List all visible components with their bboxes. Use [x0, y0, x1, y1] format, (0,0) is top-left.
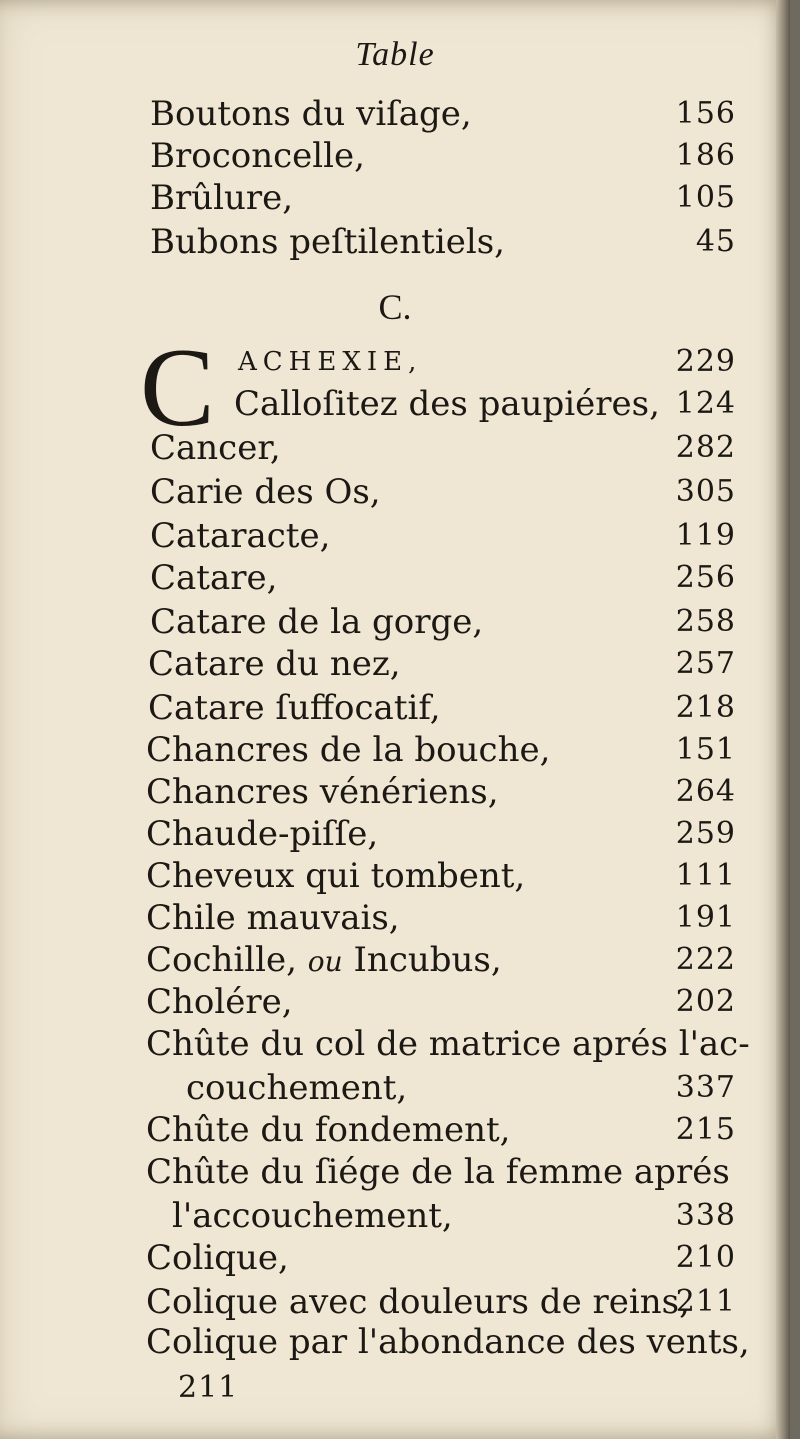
index-entry — [0, 1238, 790, 1278]
entry-page: 45 — [695, 224, 736, 259]
index-entry-continuation — [0, 1196, 790, 1236]
entry-term: Carie des Os, — [150, 472, 381, 512]
index-entry — [0, 472, 790, 512]
entry-term: Chûte du col de matrice aprés l'ac- — [146, 1024, 750, 1064]
entry-page: 257 — [675, 646, 736, 681]
entry-page: 124 — [675, 386, 736, 421]
entry-term: Colique par l'abondance des vents, — [146, 1322, 750, 1362]
index-entry — [0, 1322, 790, 1362]
entry-term: Colique, — [146, 1238, 289, 1278]
entry-term: Chûte du fondement, — [146, 1110, 511, 1150]
entry-term-continuation: couchement, — [186, 1068, 408, 1108]
entry-page: 151 — [675, 732, 736, 767]
entry-page: 111 — [675, 858, 736, 893]
drop-cap: C — [140, 326, 215, 450]
index-entry — [0, 644, 790, 684]
entry-term: Chile mauvais, — [146, 898, 400, 938]
entry-term-conjunction: ou — [307, 945, 343, 978]
entry-term: Chaude-piſſe, — [146, 814, 379, 854]
entry-term: Catare du nez, — [148, 644, 401, 684]
page-header: Table — [355, 36, 435, 73]
entry-term-continuation: l'accouchement, — [172, 1196, 453, 1236]
index-entry-continuation — [0, 1068, 790, 1108]
entry-term: Boutons du viſage, — [150, 94, 472, 134]
entry-term: Catare de la gorge, — [150, 602, 484, 642]
index-entry — [0, 428, 790, 468]
entry-page: 105 — [675, 180, 736, 215]
entry-page: 191 — [675, 900, 736, 935]
entry-term: Cancer, — [150, 428, 281, 468]
entry-page: 211 — [675, 1284, 736, 1319]
index-entry — [0, 342, 790, 382]
index-entry — [0, 384, 790, 424]
entry-page: 156 — [675, 96, 736, 131]
entry-page: 338 — [675, 1198, 736, 1233]
entry-term: Chancres de la bouche, — [146, 730, 551, 770]
index-entry — [0, 558, 790, 598]
index-entry — [0, 982, 790, 1022]
entry-term: Cheveux qui tombent, — [146, 856, 526, 896]
entry-term — [146, 940, 502, 982]
entry-term: Colique avec douleurs de reins, — [146, 1282, 690, 1322]
section-heading: C. — [378, 287, 412, 327]
entry-page: 264 — [675, 774, 736, 809]
entry-term: Cataracte, — [150, 516, 331, 556]
entry-term: Broconcelle, — [150, 136, 365, 176]
entry-page: 202 — [675, 984, 736, 1019]
index-entry — [0, 178, 790, 218]
entry-term: ACHEXIE, — [238, 347, 423, 377]
entry-term: Chûte du ſiége de la femme aprés — [146, 1152, 730, 1192]
entry-page: 305 — [675, 474, 736, 509]
entry-term-part: Cochille, — [146, 940, 297, 980]
entry-term: Chancres vénériens, — [146, 772, 499, 812]
index-entry — [0, 516, 790, 556]
entry-page: 218 — [675, 690, 736, 725]
index-entry — [0, 688, 790, 728]
entry-term: Catare ſuffocatif, — [148, 688, 441, 728]
index-entry — [0, 1152, 790, 1192]
index-entry — [0, 94, 790, 134]
index-entry — [0, 940, 790, 980]
entry-term: Calloſitez des paupiéres, — [234, 384, 660, 424]
index-entry — [0, 136, 790, 176]
entry-term: Catare, — [150, 558, 278, 598]
entry-page: 186 — [675, 138, 736, 173]
entry-page: 337 — [675, 1070, 736, 1105]
entry-page: 119 — [675, 518, 736, 553]
entry-page: 256 — [675, 560, 736, 595]
index-entry — [0, 1024, 790, 1064]
entry-term: Cholére, — [146, 982, 293, 1022]
index-entry — [0, 730, 790, 770]
entry-term: Brûlure, — [150, 178, 294, 218]
entry-page: 258 — [675, 604, 736, 639]
entry-page: 259 — [675, 816, 736, 851]
index-entry — [0, 602, 790, 642]
index-entry — [0, 222, 790, 262]
entry-page-continuation: 211 — [178, 1370, 239, 1405]
index-entry — [0, 898, 790, 938]
entry-page: 210 — [675, 1240, 736, 1275]
index-entry — [0, 814, 790, 854]
entry-term-part: Incubus, — [353, 940, 502, 980]
index-entry — [0, 856, 790, 896]
index-entry — [0, 772, 790, 812]
entry-page: 229 — [675, 344, 736, 379]
entry-page: 282 — [675, 430, 736, 465]
entry-page: 222 — [675, 942, 736, 977]
entry-term: Bubons peſtilentiels, — [150, 222, 505, 262]
entry-page: 215 — [675, 1112, 736, 1147]
index-entry — [0, 1110, 790, 1150]
